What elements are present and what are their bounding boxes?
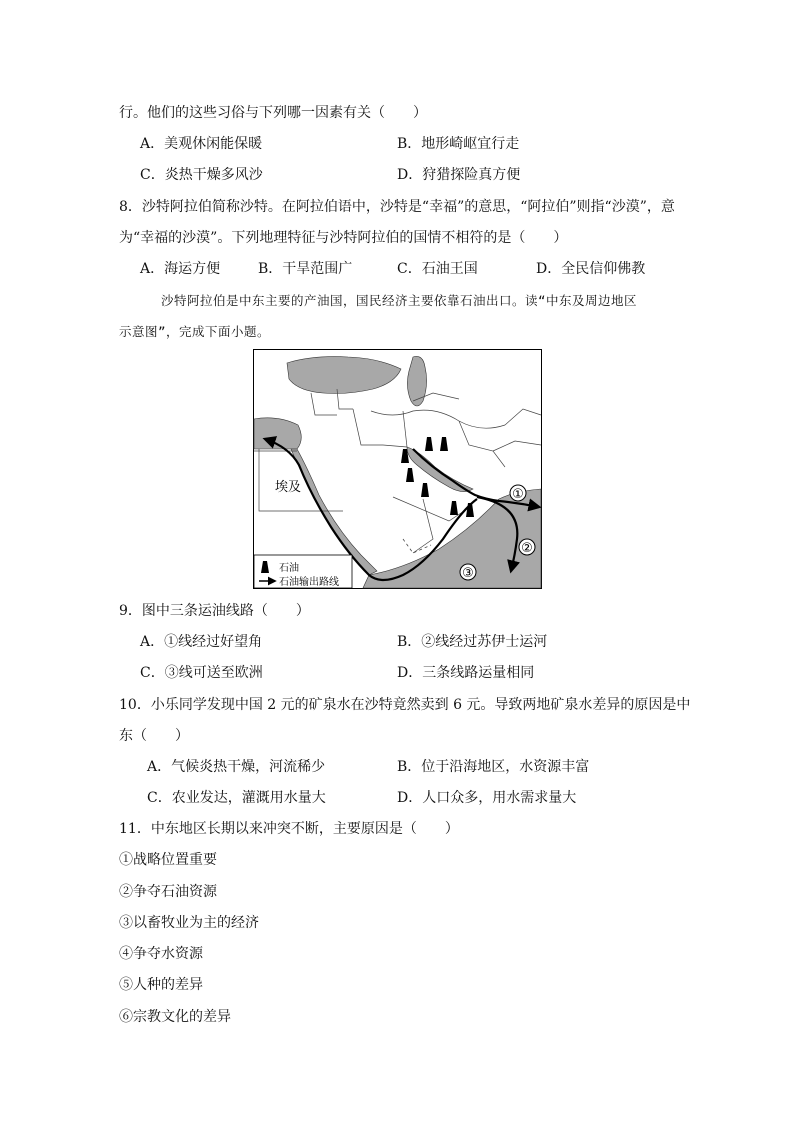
q11-option-2[interactable]: ②争夺石油资源 — [119, 884, 217, 900]
q10-option-a[interactable]: A．气候炎热干燥，河流稀少 — [147, 759, 326, 775]
q10-option-d[interactable]: D．人口众多，用水需求量大 — [397, 790, 577, 806]
egypt-label: 埃及 — [275, 480, 302, 495]
q7-option-b[interactable]: B．地形崎岖宜行走 — [397, 136, 520, 152]
q7-option-d[interactable]: D．狩猎探险真方便 — [397, 167, 521, 183]
q9-option-a[interactable]: A．①线经过好望角 — [140, 634, 263, 650]
reading-intro-line-2: 示意图”，完成下面小题。 — [119, 324, 271, 339]
route-1-label: ① — [512, 487, 524, 502]
q7-option-a[interactable]: A．美观休闲能保暖 — [140, 136, 263, 152]
q11-option-1[interactable]: ①战略位置重要 — [119, 852, 217, 868]
q9-option-c[interactable]: C．③线可送至欧洲 — [140, 665, 263, 681]
q8-option-d[interactable]: D．全民信仰佛教 — [536, 261, 646, 277]
q11-option-4[interactable]: ④争夺水资源 — [119, 946, 203, 962]
q11-stem: 11．中东地区长期以来冲突不断，主要原因是（ ） — [119, 821, 459, 837]
route-3-label: ③ — [462, 566, 474, 581]
q8-option-b[interactable]: B．干旱范围广 — [258, 261, 353, 277]
q9-option-b[interactable]: B．②线经过苏伊士运河 — [397, 634, 548, 650]
route-2-label: ② — [521, 541, 533, 556]
reading-intro-line-1: 沙特阿拉伯是中东主要的产油国，国民经济主要依靠石油出口。读“中东及周边地区 — [161, 293, 638, 308]
q11-option-6[interactable]: ⑥宗教文化的差异 — [119, 1009, 231, 1025]
q9-stem: 9．图中三条运油线路（ ） — [119, 603, 310, 619]
q7-stem-continuation: 行。他们的这些习俗与下列哪一因素有关（ ） — [119, 105, 427, 121]
q10-stem-line-2: 东（ ） — [119, 728, 189, 744]
map-legend — [254, 555, 352, 588]
q8-stem-line-1: 8．沙特阿拉伯简称沙特。在阿拉伯语中，沙特是“幸福”的意思，“阿拉伯”则指“沙漠”，意 — [119, 199, 675, 215]
q11-option-3[interactable]: ③以畜牧业为主的经济 — [119, 915, 259, 931]
q10-option-b[interactable]: B．位于沿海地区，水资源丰富 — [397, 759, 590, 775]
q10-option-c[interactable]: C．农业发达，灌溉用水量大 — [147, 790, 326, 806]
q8-option-a[interactable]: A．海运方便 — [140, 261, 221, 277]
q8-option-c[interactable]: C．石油王国 — [397, 261, 478, 277]
legend-oil-label: 石油 — [279, 563, 299, 574]
middle-east-map — [253, 349, 542, 589]
q9-option-d[interactable]: D．三条线路运量相同 — [397, 665, 535, 681]
legend-route-label: 石油输出路线 — [279, 577, 339, 588]
q11-option-5[interactable]: ⑤人种的差异 — [119, 977, 203, 993]
q8-stem-line-2: 为“幸福的沙漠”。下列地理特征与沙特阿拉伯的国情不相符的是（ ） — [119, 230, 568, 246]
q10-stem-line-1: 10．小乐同学发现中国 2 元的矿泉水在沙特竟然卖到 6 元。导致两地矿泉水差异的原因是中 — [119, 697, 691, 713]
q7-option-c[interactable]: C．炎热干燥多风沙 — [140, 167, 263, 183]
